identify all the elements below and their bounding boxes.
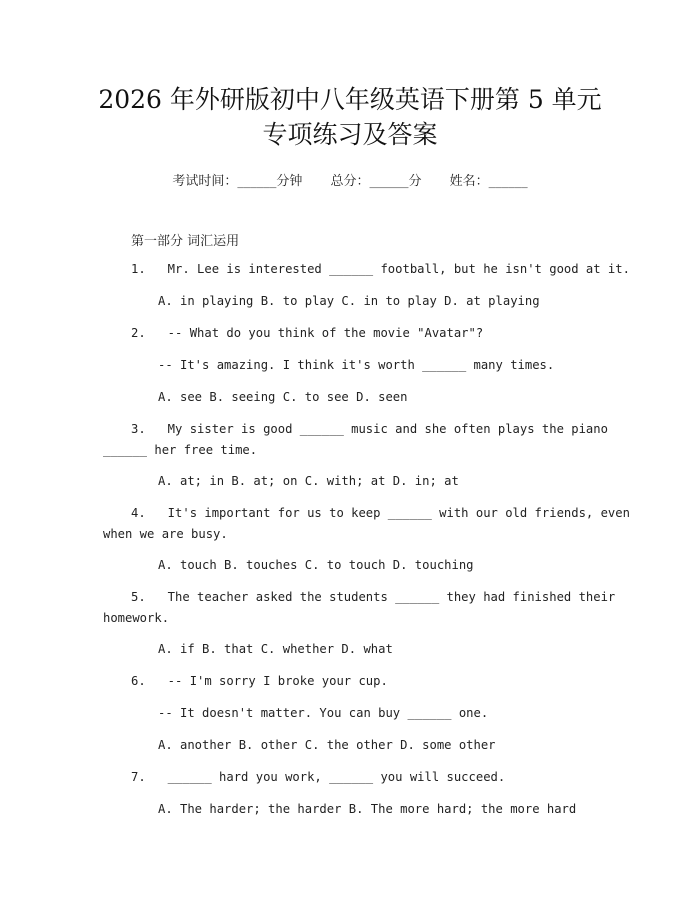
question-4-stem: 4. It's important for us to keep ______ with our old friends, even: [131, 506, 630, 520]
question-6-reply: -- It doesn't matter. You can buy ______ one.: [158, 706, 489, 720]
question-7-options: A. The harder; the harder B. The more hard; the more hard: [158, 802, 577, 816]
question-4-stem-cont: when we are busy.: [103, 527, 228, 541]
question-1-options: A. in playing B. to play C. in to play D. at playing: [158, 294, 540, 308]
question-7-stem: 7. ______ hard you work, ______ you will succeed.: [131, 770, 506, 784]
student-name: 姓名：______: [449, 174, 528, 189]
question-2-options: A. see B. seeing C. to see D. seen: [158, 390, 408, 404]
question-5-stem: 5. The teacher asked the students ______ they had finished their: [131, 590, 616, 604]
question-6-options: A. another B. other C. the other D. some other: [158, 738, 496, 752]
question-4-options: A. touch B. touches C. to touch D. touching: [158, 558, 474, 572]
title-line-2: 专项练习及答案: [262, 120, 438, 149]
exam-total-score: 总分：______分: [330, 174, 422, 189]
exam-time: 考试时间：______分钟: [172, 174, 303, 189]
question-1-stem: 1. Mr. Lee is interested ______ football, but he isn't good at it.: [131, 262, 630, 276]
question-3-stem: 3. My sister is good ______ music and she often plays the piano: [131, 422, 608, 436]
question-2-stem: 2. -- What do you think of the movie "Avatar"?: [131, 326, 484, 340]
question-2-reply: -- It's amazing. I think it's worth ______ many times.: [158, 358, 555, 372]
exam-info: [0, 170, 700, 189]
question-6-stem: 6. -- I'm sorry I broke your cup.: [131, 674, 388, 688]
title-line-1: 2026 年外研版初中八年级英语下册第 5 单元: [98, 85, 602, 114]
question-3-stem-cont: ______ her free time.: [103, 443, 258, 457]
section-heading: 第一部分 词汇运用: [131, 234, 240, 249]
question-5-stem-cont: homework.: [103, 611, 170, 625]
question-5-options: A. if B. that C. whether D. what: [158, 642, 393, 656]
question-3-options: A. at; in B. at; on C. with; at D. in; at: [158, 474, 459, 488]
